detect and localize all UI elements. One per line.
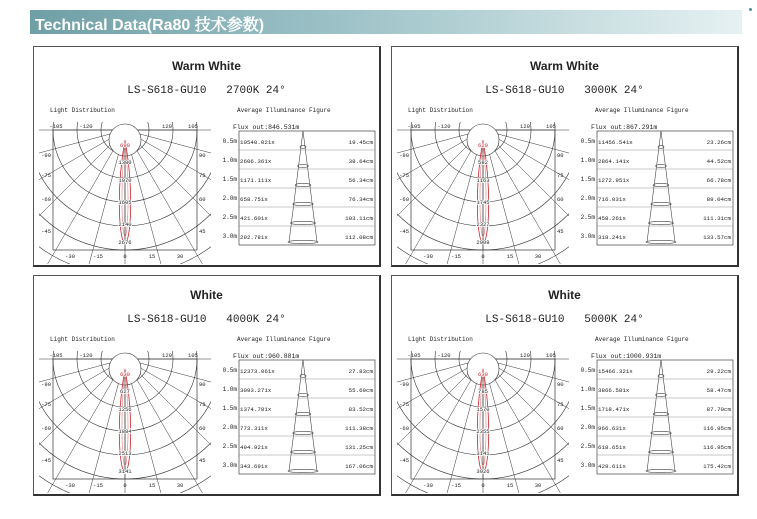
distance-label: 1.5m (580, 405, 595, 412)
panel-title: Warm White (530, 59, 599, 73)
lux-value: 12373.061x (240, 368, 275, 375)
diameter-value: 112.08cm (345, 234, 373, 241)
lux-value: 494.921x (240, 444, 268, 451)
angle-label-top: 120 (520, 123, 530, 130)
angle-label-bottom: 0 (123, 482, 127, 489)
angle-label-right: 45 (199, 457, 206, 464)
angle-label-bottom: 30 (176, 482, 184, 489)
angle-label-right: 60 (557, 425, 564, 432)
intensity-label: 630 (478, 371, 488, 378)
lux-value: 658.751x (240, 196, 268, 203)
distance-label: 3.0m (222, 462, 237, 469)
angle-label-left: -90 (41, 152, 51, 159)
lux-value: 15466.321x (598, 368, 633, 375)
angle-label-left: -45 (41, 457, 51, 464)
diameter-value: 38.64cm (348, 158, 373, 165)
polar-distribution-chart (397, 122, 569, 264)
angle-label-bottom: -15 (93, 253, 103, 260)
distance-label: 1.5m (580, 176, 595, 183)
intensity-label: 1070 (118, 177, 132, 184)
diameter-value: 58.47cm (706, 387, 731, 394)
angle-label-right: 45 (199, 228, 206, 235)
intensity-label: 1163 (476, 177, 490, 184)
angle-label-right: 90 (557, 152, 564, 159)
intensity-label: 2513 (118, 450, 132, 457)
corner-dot (749, 8, 752, 11)
angle-label-left: -60 (399, 425, 409, 432)
flux-out: Flux out:1000.931m (591, 353, 662, 360)
angle-label-bottom: -15 (93, 482, 103, 489)
angle-label-top: 105 (546, 352, 556, 359)
distance-label: 2.5m (222, 214, 237, 221)
intensity-label: 1605 (118, 199, 132, 206)
panel-model: LS-S618-GU10 4000K 24° (127, 314, 286, 326)
diameter-value: 19.45cm (348, 139, 373, 146)
lux-value: 716.031x (598, 196, 626, 203)
lux-value: 343.691x (240, 463, 268, 470)
diameter-value: 131.25cm (345, 444, 373, 451)
angle-label-right: 90 (199, 381, 206, 388)
diameter-value: 55.69cm (348, 387, 373, 394)
lux-value: 3866.581x (598, 387, 630, 394)
angle-label-left: -60 (41, 425, 51, 432)
intensity-label: 3141 (118, 468, 132, 475)
diameter-value: 56.34cm (348, 177, 373, 184)
intensity-label: 2909 (476, 239, 490, 246)
angle-label-left: -60 (399, 196, 409, 203)
average-illuminance-label: Average Illuminance Figure (237, 107, 331, 114)
distance-label: 0.5m (222, 367, 237, 374)
diameter-value: 23.26cm (706, 139, 731, 146)
distance-label: 3.0m (580, 233, 595, 240)
lux-value: 1718.471x (598, 406, 630, 413)
angle-label-bottom: 15 (506, 253, 514, 260)
lux-value: 1171.111x (240, 177, 272, 184)
distance-label: 2.5m (580, 214, 595, 221)
diameter-value: 89.04cm (706, 196, 731, 203)
distance-label: 1.0m (222, 157, 237, 164)
panel-model: LS-S618-GU10 5000K 24° (485, 314, 644, 326)
angle-label-left: -75 (399, 401, 409, 408)
angle-label-bottom: 15 (148, 253, 156, 260)
intensity-label: 3926 (476, 468, 490, 475)
light-distribution-label: Light Distribution (408, 107, 473, 114)
distance-label: 1.0m (222, 386, 237, 393)
distance-label: 2.0m (222, 424, 237, 431)
distance-label: 3.0m (222, 233, 237, 240)
intensity-label: 1745 (476, 199, 490, 206)
angle-label-top: 120 (162, 123, 172, 130)
angle-label-bottom: 30 (176, 253, 184, 260)
lux-value: 421.601x (240, 215, 268, 222)
angle-label-top: 105 (546, 123, 556, 130)
polar-distribution-chart (39, 122, 211, 264)
distance-label: 1.5m (222, 176, 237, 183)
distance-label: 2.5m (222, 443, 237, 450)
lux-value: 458.261x (598, 215, 626, 222)
angle-label-right: 90 (557, 381, 564, 388)
lux-value: 2864.141x (598, 158, 630, 165)
angle-label-top: -120 (437, 123, 451, 130)
panel-5000k (391, 275, 739, 496)
panel-title: White (548, 288, 581, 302)
diameter-value: 76.34cm (348, 196, 373, 203)
diameter-value: 175.42cm (703, 463, 731, 470)
diameter-value: 116.95cm (703, 425, 731, 432)
intensity-label: 630 (120, 371, 130, 378)
angle-label-right: 75 (199, 401, 206, 408)
angle-label-bottom: 0 (123, 253, 127, 260)
average-illuminance-label: Average Illuminance Figure (595, 336, 689, 343)
intensity-label: 2676 (118, 239, 132, 246)
angle-label-bottom: 15 (506, 482, 514, 489)
panel-title: White (190, 288, 223, 302)
angle-label-bottom: -15 (451, 482, 461, 489)
average-illuminance-label: Average Illuminance Figure (237, 336, 331, 343)
angle-label-right: 60 (557, 196, 564, 203)
intensity-label: 2355 (476, 428, 490, 435)
panel-model: LS-S618-GU10 2700K 24° (127, 85, 286, 97)
angle-label-bottom: 15 (148, 482, 156, 489)
diameter-value: 167.06cm (345, 463, 373, 470)
illuminance-figure (213, 358, 379, 488)
diameter-value: 111.31cm (703, 215, 731, 222)
diameter-value: 116.95cm (703, 444, 731, 451)
intensity-label: 1570 (476, 406, 490, 413)
flux-out: Flux out:846.531m (233, 124, 300, 131)
angle-label-bottom: -30 (423, 253, 433, 260)
diameter-value: 87.70cm (706, 406, 731, 413)
lux-value: 3093.271x (240, 387, 272, 394)
angle-label-right: 75 (199, 172, 206, 179)
intensity-label: 582 (478, 159, 488, 166)
polar-distribution-chart (39, 351, 211, 493)
flux-out: Flux out:867.291m (591, 124, 658, 131)
angle-label-top: -105 (49, 123, 63, 130)
intensity-label: 1256 (118, 406, 132, 413)
angle-label-bottom: -30 (65, 482, 75, 489)
diameter-value: 66.78cm (706, 177, 731, 184)
lux-value: 1272.951x (598, 177, 630, 184)
illuminance-figure (213, 129, 379, 259)
angle-label-right: 75 (557, 172, 564, 179)
angle-label-right: 60 (199, 196, 206, 203)
angle-label-top: -120 (437, 352, 451, 359)
intensity-label: 1380 (118, 159, 132, 166)
distance-label: 1.5m (222, 405, 237, 412)
angle-label-left: -60 (41, 196, 51, 203)
angle-label-top: 120 (162, 352, 172, 359)
lux-value: 11456.541x (598, 139, 633, 146)
intensity-label: 2327 (476, 221, 490, 228)
distance-label: 1.0m (580, 157, 595, 164)
angle-label-right: 45 (557, 228, 564, 235)
angle-label-left: -90 (41, 381, 51, 388)
angle-label-bottom: 0 (481, 253, 485, 260)
distance-label: 0.5m (580, 138, 595, 145)
intensity-label: 620 (478, 142, 488, 149)
illuminance-figure (571, 358, 737, 488)
light-distribution-label: Light Distribution (408, 336, 473, 343)
angle-label-top: 105 (188, 123, 198, 130)
lux-value: 292.781x (240, 234, 268, 241)
angle-label-top: -120 (79, 352, 93, 359)
light-distribution-label: Light Distribution (50, 336, 115, 343)
angle-label-left: -75 (399, 172, 409, 179)
diameter-value: 44.52cm (706, 158, 731, 165)
lux-value: 318.241x (598, 234, 626, 241)
angle-label-left: -75 (41, 172, 51, 179)
diameter-value: 111.38cm (345, 425, 373, 432)
section-header (30, 10, 742, 34)
diameter-value: 27.83cm (348, 368, 373, 375)
polar-distribution-chart (397, 351, 569, 493)
angle-label-bottom: -30 (423, 482, 433, 489)
average-illuminance-label: Average Illuminance Figure (595, 107, 689, 114)
angle-label-bottom: 30 (534, 253, 542, 260)
angle-label-left: -90 (399, 152, 409, 159)
angle-label-top: -120 (79, 123, 93, 130)
angle-label-top: -105 (407, 352, 421, 359)
angle-label-bottom: -30 (65, 253, 75, 260)
intensity-label: 690 (120, 142, 130, 149)
lux-value: 966.631x (598, 425, 626, 432)
angle-label-left: -90 (399, 381, 409, 388)
panel-title: Warm White (172, 59, 241, 73)
panel-2700k (33, 46, 381, 267)
angle-label-top: -105 (407, 123, 421, 130)
intensity-label: 2140 (118, 221, 132, 228)
panel-3000k (391, 46, 739, 267)
angle-label-bottom: 0 (481, 482, 485, 489)
section-title: Technical Data(Ra80 技术参数) (35, 17, 265, 34)
distance-label: 3.0m (580, 462, 595, 469)
angle-label-bottom: -15 (451, 253, 461, 260)
intensity-label: 3141 (476, 450, 490, 457)
angle-label-right: 60 (199, 425, 206, 432)
angle-label-top: -105 (49, 352, 63, 359)
lux-value: 10540.021x (240, 139, 275, 146)
intensity-label: 785 (478, 388, 488, 395)
angle-label-right: 90 (199, 152, 206, 159)
distance-label: 1.0m (580, 386, 595, 393)
angle-label-bottom: 30 (534, 482, 542, 489)
distance-label: 2.0m (222, 195, 237, 202)
angle-label-left: -45 (399, 457, 409, 464)
light-distribution-label: Light Distribution (50, 107, 115, 114)
lux-value: 2606.361x (240, 158, 272, 165)
lux-value: 618.651x (598, 444, 626, 451)
intensity-label: 1884 (118, 428, 132, 435)
distance-label: 2.5m (580, 443, 595, 450)
panel-4000k (33, 275, 381, 496)
flux-out: Flux out:960.881m (233, 353, 300, 360)
lux-value: 429.611x (598, 463, 626, 470)
panel-model: LS-S618-GU10 3000K 24° (485, 85, 644, 97)
diameter-value: 133.57cm (703, 234, 731, 241)
distance-label: 0.5m (222, 138, 237, 145)
lux-value: 1374.781x (240, 406, 272, 413)
angle-label-left: -45 (41, 228, 51, 235)
angle-label-top: 105 (188, 352, 198, 359)
lux-value: 773.311x (240, 425, 268, 432)
angle-label-right: 45 (557, 457, 564, 464)
diameter-value: 103.11cm (345, 215, 373, 222)
angle-label-left: -75 (41, 401, 51, 408)
diameter-value: 29.22cm (706, 368, 731, 375)
angle-label-top: 120 (520, 352, 530, 359)
angle-label-left: -45 (399, 228, 409, 235)
diameter-value: 83.52cm (348, 406, 373, 413)
illuminance-figure (571, 129, 737, 259)
intensity-label: 627 (120, 388, 130, 395)
distance-label: 2.0m (580, 195, 595, 202)
distance-label: 2.0m (580, 424, 595, 431)
angle-label-right: 75 (557, 401, 564, 408)
distance-label: 0.5m (580, 367, 595, 374)
